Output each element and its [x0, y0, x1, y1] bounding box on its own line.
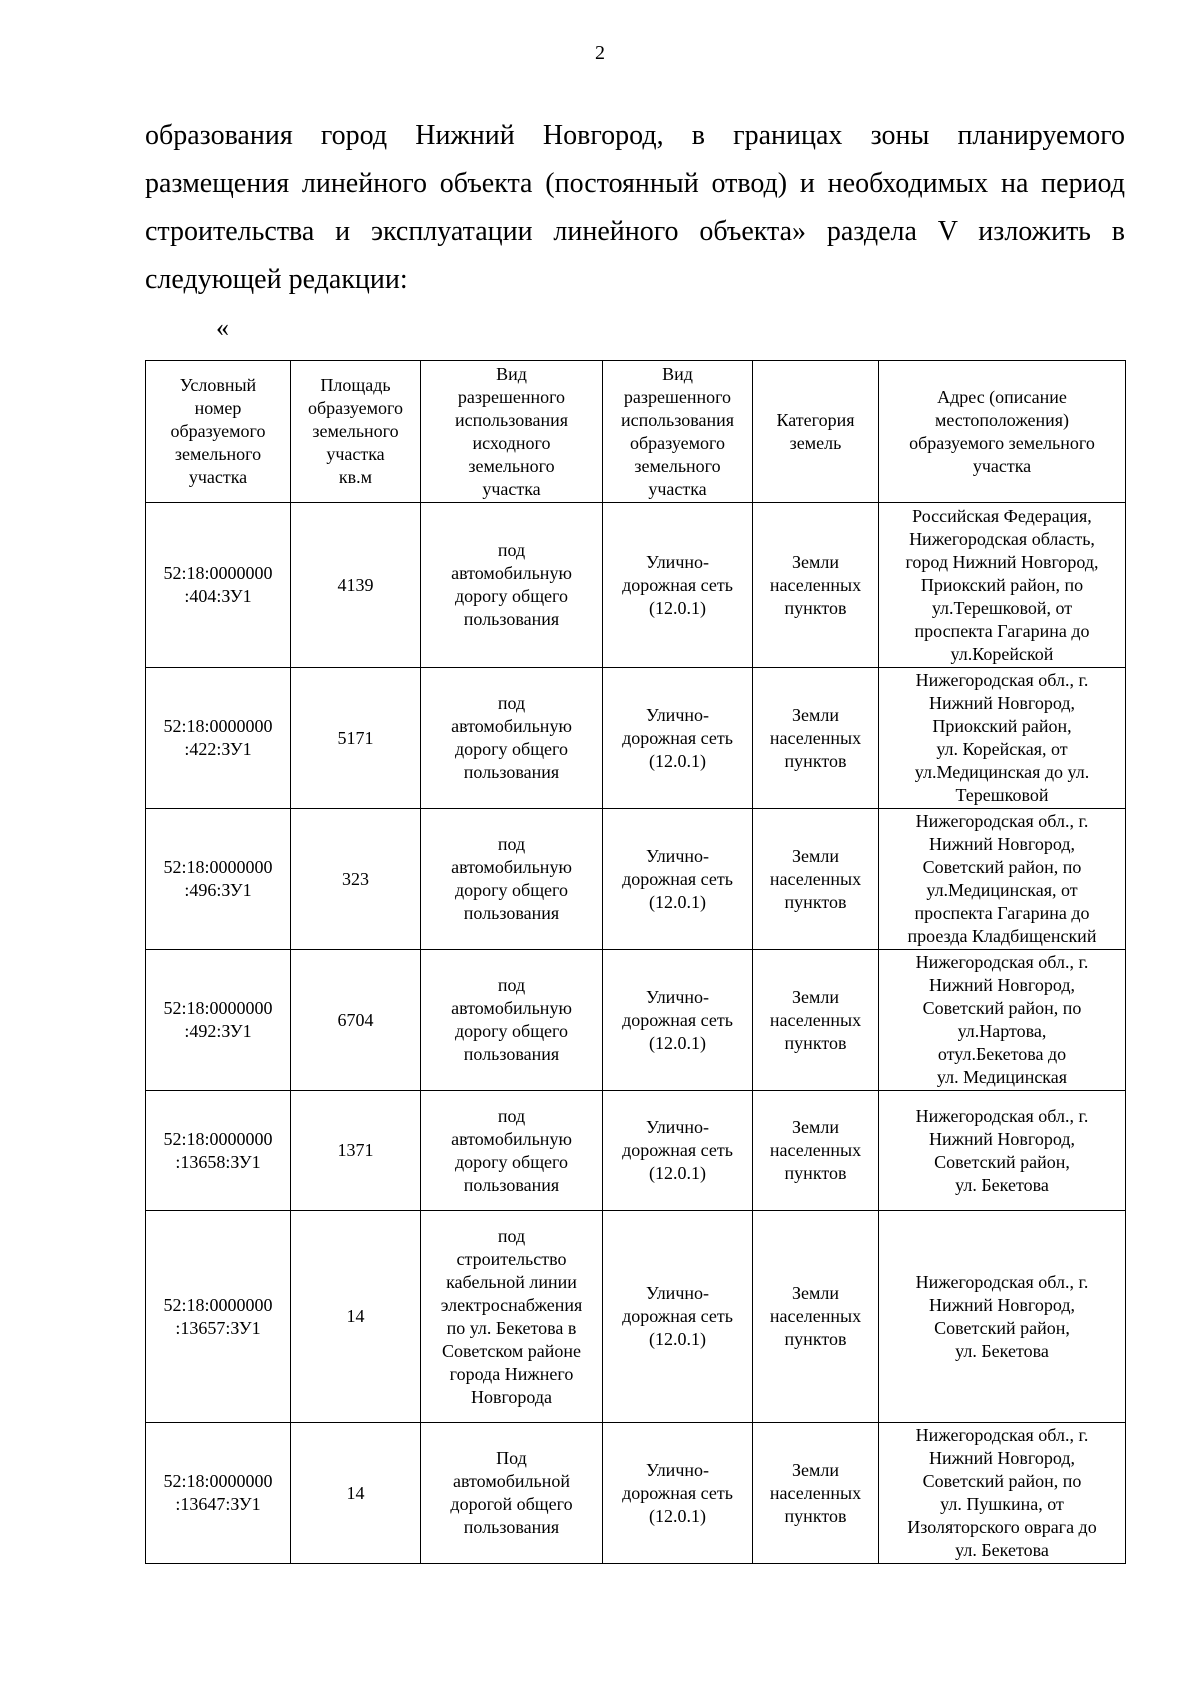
cell-new-use: Улично- дорожная сеть (12.0.1) — [603, 503, 753, 668]
cell-land-category: Земли населенных пунктов — [753, 950, 879, 1091]
header-plot-area: Площадь образуемого земельного участка кв.м — [291, 361, 421, 503]
cell-land-category: Земли населенных пунктов — [753, 809, 879, 950]
cell-land-category: Земли населенных пунктов — [753, 1091, 879, 1211]
land-plots-table — [145, 360, 1126, 1564]
cell-new-use: Улично- дорожная сеть (12.0.1) — [603, 1091, 753, 1211]
intro-line: следующей редакции: — [145, 264, 408, 295]
cell-source-use: под автомобильную дорогу общего пользования — [421, 503, 603, 668]
cell-new-use: Улично- дорожная сеть (12.0.1) — [603, 1423, 753, 1564]
cell-source-use: Под автомобильной дорогой общего пользования — [421, 1423, 603, 1564]
cell-address: Нижегородская обл., г. Нижний Новгород, Советский район, по ул.Медицинская, от проспекта Гагарина до проезда Кладбищенский — [879, 809, 1126, 950]
table-row — [146, 1211, 1126, 1423]
cell-new-use: Улично- дорожная сеть (12.0.1) — [603, 950, 753, 1091]
cell-address: Российская Федерация, Нижегородская область, город Нижний Новгород, Приокский район, по ул.Терешковой, от проспекта Гагарина до ул.Корейской — [879, 503, 1126, 668]
cell-plot-area: 5171 — [291, 668, 421, 809]
cell-plot-number: 52:18:0000000 :13647:ЗУ1 — [146, 1423, 291, 1564]
cell-new-use: Улично- дорожная сеть (12.0.1) — [603, 1211, 753, 1423]
table-row — [146, 809, 1126, 950]
header-address: Адрес (описание местоположения) образуемого земельного участка — [879, 361, 1126, 503]
opening-quote-mark: « — [216, 313, 229, 342]
cell-land-category: Земли населенных пунктов — [753, 1211, 879, 1423]
cell-plot-area: 323 — [291, 809, 421, 950]
cell-land-category: Земли населенных пунктов — [753, 1423, 879, 1564]
table-row — [146, 503, 1126, 668]
cell-address: Нижегородская обл., г. Нижний Новгород, Советский район, ул. Бекетова — [879, 1211, 1126, 1423]
cell-land-category: Земли населенных пунктов — [753, 503, 879, 668]
page-number: 2 — [595, 42, 605, 64]
cell-plot-area: 14 — [291, 1423, 421, 1564]
cell-address: Нижегородская обл., г. Нижний Новгород, Советский район, ул. Бекетова — [879, 1091, 1126, 1211]
intro-paragraph — [145, 112, 1125, 304]
cell-plot-number: 52:18:0000000 :13658:ЗУ1 — [146, 1091, 291, 1211]
header-new-use: Вид разрешенного использования образуемого земельного участка — [603, 361, 753, 503]
table-row — [146, 1423, 1126, 1564]
cell-address: Нижегородская обл., г. Нижний Новгород, Советский район, по ул. Пушкина, от Изоляторского оврага до ул. Бекетова — [879, 1423, 1126, 1564]
cell-plot-number: 52:18:0000000 :13657:ЗУ1 — [146, 1211, 291, 1423]
cell-land-category: Земли населенных пунктов — [753, 668, 879, 809]
cell-source-use: под автомобильную дорогу общего пользования — [421, 950, 603, 1091]
cell-new-use: Улично- дорожная сеть (12.0.1) — [603, 668, 753, 809]
cell-new-use: Улично- дорожная сеть (12.0.1) — [603, 809, 753, 950]
cell-address: Нижегородская обл., г. Нижний Новгород, Советский район, по ул.Нартова, отул.Бекетова до ул. Медицинская — [879, 950, 1126, 1091]
cell-plot-number: 52:18:0000000 :422:ЗУ1 — [146, 668, 291, 809]
table-row — [146, 950, 1126, 1091]
cell-plot-number: 52:18:0000000 :496:ЗУ1 — [146, 809, 291, 950]
cell-source-use: под автомобильную дорогу общего пользования — [421, 668, 603, 809]
header-land-category: Категория земель — [753, 361, 879, 503]
cell-plot-area: 6704 — [291, 950, 421, 1091]
table-row — [146, 668, 1126, 809]
cell-plot-number: 52:18:0000000 :492:ЗУ1 — [146, 950, 291, 1091]
cell-plot-area: 4139 — [291, 503, 421, 668]
intro-line: размещения линейного объекта (постоянный отвод) и необходимых на период — [145, 168, 1125, 199]
table-header-row — [146, 361, 1126, 503]
cell-plot-area: 1371 — [291, 1091, 421, 1211]
cell-source-use: под автомобильную дорогу общего пользования — [421, 1091, 603, 1211]
cell-source-use: под строительство кабельной линии электроснабжения по ул. Бекетова в Советском районе города Нижнего Новгорода — [421, 1211, 603, 1423]
table-row — [146, 1091, 1126, 1211]
cell-plot-number: 52:18:0000000 :404:ЗУ1 — [146, 503, 291, 668]
intro-line: образования город Нижний Новгород, в границах зоны планируемого — [145, 120, 1125, 151]
cell-address: Нижегородская обл., г. Нижний Новгород, Приокский район, ул. Корейская, от ул.Медицинская до ул. Терешковой — [879, 668, 1126, 809]
cell-plot-area: 14 — [291, 1211, 421, 1423]
intro-line: строительства и эксплуатации линейного объекта» раздела V изложить в — [145, 216, 1125, 247]
header-source-use: Вид разрешенного использования исходного земельного участка — [421, 361, 603, 503]
header-plot-number: Условный номер образуемого земельного участка — [146, 361, 291, 503]
cell-source-use: под автомобильную дорогу общего пользования — [421, 809, 603, 950]
